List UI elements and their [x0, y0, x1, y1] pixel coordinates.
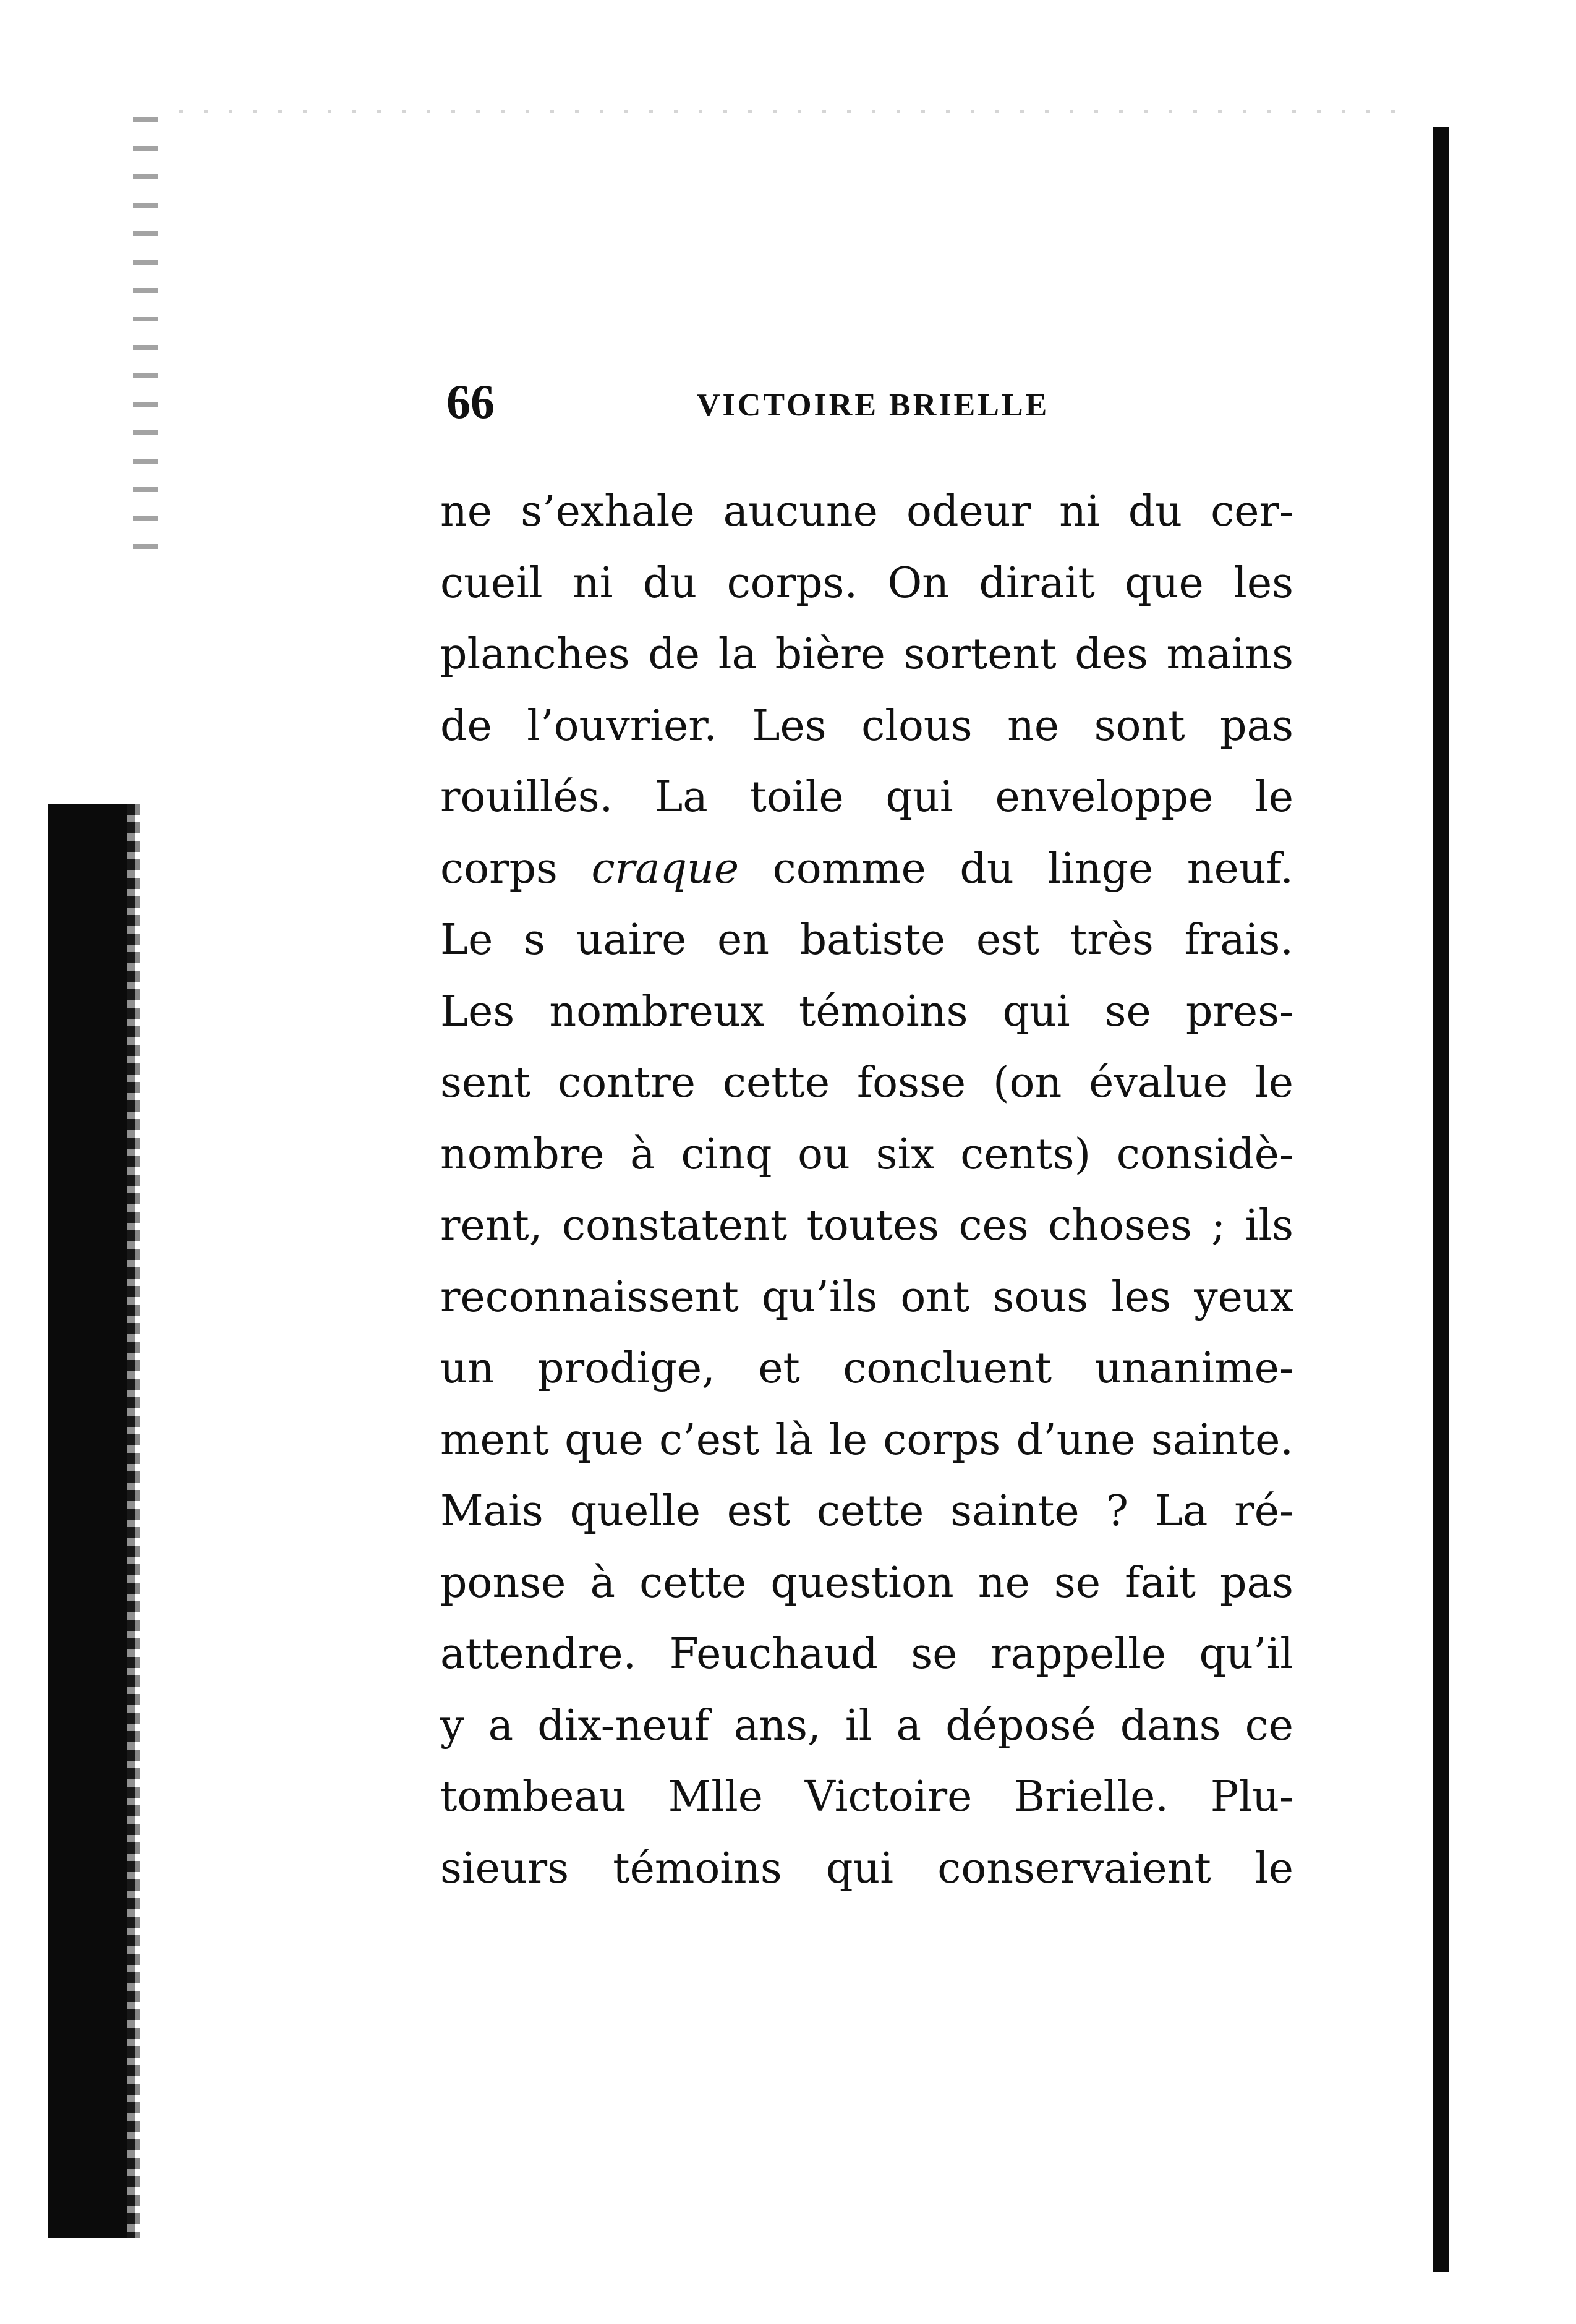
text-line: Mais quelle est cette sainte ? La ré-: [440, 1487, 1293, 1536]
text-line: ment que c’est là le corps d’une sainte.: [440, 1415, 1293, 1465]
text-line: un prodige, et concluent unanime-: [440, 1344, 1293, 1393]
text-line: de l’ouvrier. Les clous ne sont pas: [440, 701, 1293, 751]
text-line: y a dix-neuf ans, il a déposé dans ce: [440, 1701, 1293, 1750]
text-line: ne s’exhale aucune odeur ni du cer-: [440, 487, 1293, 536]
body-text: [440, 476, 1293, 1904]
text-line: cueil ni du corps. On dirait que les: [440, 558, 1293, 608]
text-line: attendre. Feuchaud se rappelle qu’il: [440, 1630, 1293, 1679]
italic-word: craque: [591, 844, 739, 893]
text-line: ponse à cette question ne se fait pas: [440, 1558, 1293, 1607]
text-line: corps craque comme du linge neuf.: [440, 844, 1293, 893]
page-number: 66: [446, 375, 495, 428]
text-line: Les nombreux témoins qui se pres-: [440, 987, 1293, 1036]
page-header: [446, 374, 1300, 430]
text-line: nombre à cinq ou six cents) considè-: [440, 1130, 1293, 1179]
text-line: tombeau Mlle Victoire Brielle. Plu-: [440, 1773, 1293, 1821]
text-line: sieurs témoins qui conservaient le: [440, 1844, 1293, 1893]
text-line: sent contre cette fosse (on évalue le: [440, 1058, 1293, 1107]
running-title: VICTOIRE BRIELLE: [697, 388, 1050, 423]
text-line: planches de la bière sortent des mains: [440, 630, 1293, 679]
text-line: Le s uaire en batiste est très frais.: [440, 916, 1293, 964]
text-line: reconnaissent qu’ils ont sous les yeux: [440, 1272, 1293, 1322]
text-line: rouillés. La toile qui enveloppe le: [440, 773, 1293, 822]
text-line: rent, constatent toutes ces choses ; ils: [440, 1201, 1293, 1250]
